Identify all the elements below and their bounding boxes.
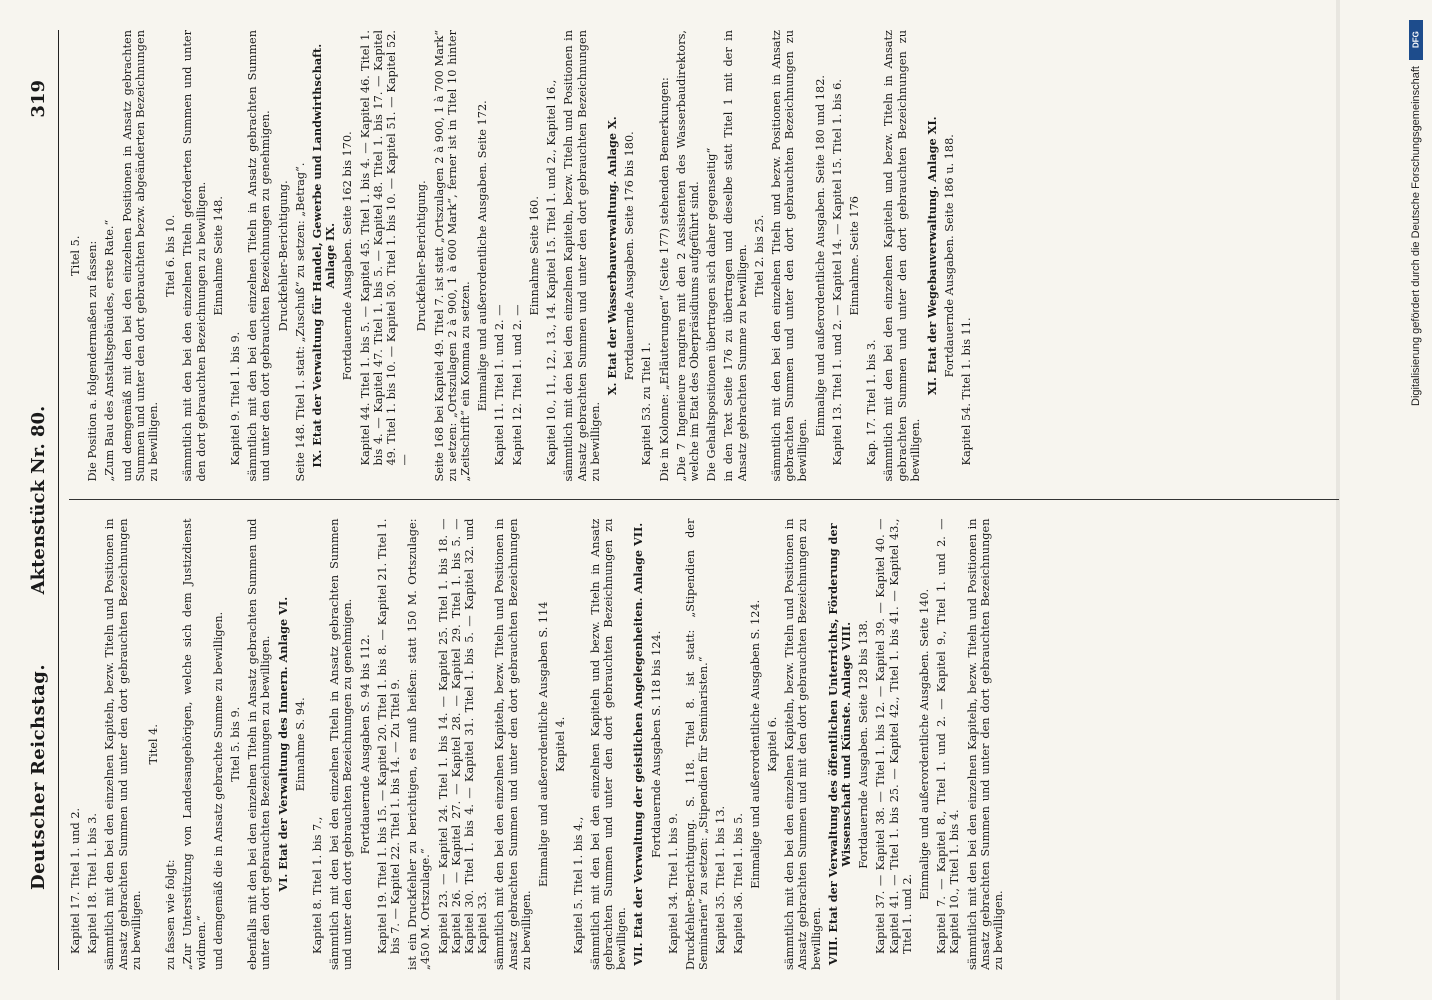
text-line: Seite 148. Titel 1. statt: „Zuschuß“ zu setzen: „Betrag“. [293, 162, 307, 482]
left-column [69, 519, 1339, 971]
text-line: Fortdauernde Ausgaben S. 118 bis 124. [649, 630, 663, 858]
text-line: Einmalige und außerordentliche Ausgaben. Seite 140. [917, 588, 931, 900]
columns [69, 30, 1339, 970]
text-line: IX. Etat der Verwaltung für Handel, Gewerbe und Landwirthschaft. Anlage IX. [310, 43, 338, 468]
text-line: Seite 168 bei Kapitel 49. Titel 7. ist statt „Ortszulagen 2 à 900, 1 à 700 Mark“ zu setzen: „Ortszulagen 2 à 900, 1 à 600 Mark“, ferner ist in Titel 10 hinter „Zeitschrift“ ein Komma zu setzen. [432, 30, 473, 482]
text-line: Titel 5. [69, 235, 82, 276]
text-line: Kapitel 17. Titel 1. und 2. [69, 807, 82, 954]
text-line: Druckfehler-Berichtigung. [415, 180, 429, 332]
text-line: Kapitel 4. [554, 716, 568, 772]
text-line: Einmalige und außerordentliche Ausgaben S. 124. [748, 599, 762, 889]
text-line: Kapitel 9. Titel 1. bis 9. [229, 331, 243, 466]
text-line: Kapitel 13. Titel 1. und 2. — Kapitel 14. — Kapitel 15. Titel 1. bis 6. [830, 79, 844, 466]
text-line: VIII. Etat der Verwaltung des öffentlichen Unterrichts, Förderung der Wissenschaft und Künste. Anlage VIII. [825, 523, 853, 966]
running-head [28, 30, 59, 970]
right-column [69, 30, 1339, 482]
text-line: „Zum Bau des Anstaltsgebäudes, erste Rate.“ [103, 219, 117, 482]
text-line: Fortdauernde Ausgaben. Seite 176 bis 180. [623, 131, 637, 381]
text-line: Kapitel 34. Titel 1. bis 9. [666, 813, 680, 954]
text-line: Fortdauernde Ausgaben. Seite 186 u. 188. [943, 134, 957, 378]
text-line: sämmtlich mit den bei den einzelnen Titeln geforderten Summen und unter den dort gebrauchten Bezeichnungen zu bewilligen. [181, 30, 208, 482]
text-line: Druckfehler-Berichtigung. S. 118. Titel 8. ist statt: „Stipendien der Seminarien“ zu setzen: „Stipendien für Seminaristen.“ [683, 518, 711, 970]
text-line: Einnahme. Seite 176 [847, 196, 861, 316]
text-line: Einnahme Seite 160. [527, 196, 541, 316]
text-line: VII. Etat der Verwaltung der geistlichen Angelegenheiten. Anlage VII. [631, 522, 646, 966]
text-line: Titel 6. bis 10. [164, 214, 178, 297]
text-line: Titel 4. [147, 724, 161, 765]
text-line: Titel 5. bis 9. [229, 706, 243, 782]
text-line: Kapitel 23. — Kapitel 24. Titel 1. bis 14. — Kapitel 25. Titel 1. bis 18. — Kapitel 26. — Kapitel 27. — Kapitel 28. — Kapitel 29. Titel 1. bis 5. — Kapitel 30. Titel 1. bis 4. — Kapitel 31. Titel 1. bis 5. — Kapitel 32. und Kapitel 33. [436, 518, 490, 954]
text-line: Die Gehaltspositionen übertragen sich daher gegenseitig“ [705, 147, 719, 482]
text-line: sämmtlich mit den bei den einzelnen Kapiteln, bezw. Titeln und Positionen in Ansatz gebrachten Summen und unter den dort gebrauchten Bezeichnungen zu bewilligen. [493, 518, 533, 970]
text-line: Einmalige und außerordentliche Ausgaben. Seite 180 und 182. [813, 75, 827, 437]
text-line: sämmtlich mit den bei den einzelnen Titeln in Ansatz gebrachten Summen und unter den dort gebrauchten Bezeichnungen zu genehmigen. [246, 30, 273, 482]
text-line: Fortdauernde Ausgaben. Seite 162 bis 170. [341, 131, 355, 381]
text-line: VI. Etat der Verwaltung des Innern. Anlage VI. [275, 596, 290, 892]
text-line: X. Etat der Wasserbauverwaltung. Anlage X. [604, 116, 619, 396]
text-line: zu fassen wie folgt: [164, 859, 178, 970]
header-center: Aktenstück Nr. 80. [28, 405, 49, 595]
text-line: Titel 2. bis 25. [752, 214, 766, 297]
dfg-logo: DFG [1409, 20, 1423, 60]
text-line: Kapitel 18. Titel 1. bis 3. [86, 813, 100, 954]
text-line: XI. Etat der Wegebauverwaltung. Anlage XI. [924, 116, 939, 396]
text-line: „Zur Unterstützung von Landesangehörigen, welche sich dem Justizdienst widmen.“ [181, 518, 208, 970]
header-left: Deutscher Reichstag. [28, 663, 49, 890]
text-line: Kapitel 37. — Kapitel 38. — Titel 1. bis 12. — Kapitel 39. — Kapitel 40. — Kapitel 41. — Titel 1. bis 25. — Kapitel 42., Titel 1. bis 41. — Kapitel 43., Titel 1. und 2. [874, 518, 914, 954]
text-line: sämmtlich mit den bei den einzelnen Kapiteln und bezw. Titeln in Ansatz gebrachten Summen und unter den dort gebrauchten Bezeichnungen zu bewilligen. [882, 30, 922, 482]
digitization-sidebar [1400, 20, 1432, 980]
text-line: Kap. 17. Titel 1. bis 3. [865, 339, 879, 466]
text-line: Einnahme S. 94. [293, 697, 307, 792]
text-line: Die in Kolonne: „Erläuterungen“ (Seite 177) stehenden Bemerkungen: [657, 77, 671, 482]
text-line: sämmtlich mit den bei den einzelnen Kapiteln, bezw. Titeln und Positionen in Ansatz gebrachten Summen und mit den dort gebrauchten Bezeichnungen zu bewilligen. [783, 518, 823, 970]
text-line: Kapitel 7. — Kapitel 8., Titel 1. und 2. — Kapitel 9., Titel 1. und 2. — Kapitel 10., Titel 1. bis 4. [935, 518, 962, 954]
text-line: ebenfalls mit den bei den einzelnen Titeln in Ansatz gebrachten Summen und unter den dort gebrauchten Bezeichnungen zu bewilligen. [246, 518, 273, 970]
text-line: sämmtlich mit den bei den einzelnen Kapiteln, bezw. Titeln und Positionen in Ansatz gebrachten Summen und unter den dort gebrauchten Bezeichnungen zu bewilligen. [562, 30, 602, 482]
text-line: sämmtlich mit den bei den einzelnen Titeln und bezw. Positionen in Ansatz gebrachten Summen und unter den dort gebrauchten Bezeichnungen zu bewilligen. [769, 30, 810, 482]
text-line: Druckfehler-Berichtigung. [276, 180, 290, 332]
text-line: Kapitel 11. Titel 1. und 2. — [493, 304, 507, 466]
text-line: und demgemäß die in Ansatz gebrachte Summe zu bewilligen. [211, 611, 225, 970]
text-line: Kapitel 8. Titel 1. bis 7., [311, 816, 325, 954]
text-line: Kapitel 54. Titel 1. bis 11. [960, 317, 974, 466]
text-line: Die Position a. folgendermaßen zu fassen: [86, 240, 100, 482]
text-line: Kapitel 19. Titel 1. bis 15. — Kapitel 20. Titel 1. bis 8. — Kapitel 21. Titel 1. bis 7. — Kapitel 22. Titel 1. bis 14. — Zu Titel 9. [375, 518, 403, 954]
text-line: Kapitel 5. Titel 1. bis 4., [571, 816, 585, 954]
text-line: Kapitel 35. Titel 1. bis 13. [714, 805, 728, 954]
text-line: Kapitel 53. zu Titel 1. [640, 342, 654, 466]
text-line: sämmtlich mit den bei den einzelnen Kapiteln, bezw. Titeln und Positionen in Ansatz gebrachten Summen und unter den dort gebrauchten Bezeichnungen zu bewilligen. [103, 518, 143, 970]
column-divider [69, 500, 1339, 501]
text-line: Kapitel 44. Titel 1. bis 5. — Kapitel 45. Titel 1. bis 4. — Kapitel 46. Titel 1. bis 4. — Kapitel 47. Titel 1. bis 5. — Kapitel 48. Titel 1. bis 17. — Kapitel 49. Titel 1. bis 10. — Kapitel 50. Titel 1. bis 10. — Kapitel 51. — Kapitel 52. — [358, 30, 412, 466]
text-line: in den Text Seite 176 zu übertragen und dieselbe statt Titel 1 mit der in Ansatz gebrachten Summe zu bewilligen. [722, 30, 749, 482]
text-line: Einnahme Seite 148. [211, 196, 225, 316]
text-line: Kapitel 10., 11., 12., 13., 14. Kapitel 15. Titel 1. und 2., Kapitel 16., [545, 79, 559, 466]
text-line: sämmtlich mit den bei den einzelnen Titeln in Ansatz gebrachten Summen und unter den dort gebrauchten Bezeichnungen zu genehmigen. [328, 518, 355, 970]
digitization-notice: Digitalisierung gefördert durch die Deutsche Forschungsgemeinschaft [1410, 66, 1422, 406]
text-line: „Die 7 Ingenieure rangiren mit den 2 Assistenten des Wasserbaudirektors, welche im Etat des Oberpräsidiums aufgeführt sind. [674, 30, 701, 482]
text-line: Fortdauernde Ausgaben S. 94 bis 112. [358, 634, 372, 855]
page-number: 319 [28, 80, 49, 118]
text-line: Kapitel 12. Titel 1. und 2. — [510, 304, 524, 466]
text-line: sämmtlich mit den bei den einzelnen Kapiteln und bezw. Titeln in Ansatz gebrachten Summen und unter den dort gebrauchten Bezeichnungen zu bewilligen. [588, 518, 629, 970]
text-line: Einmalige und außerordentliche Ausgaben S. 114 [537, 601, 551, 887]
text-line: Kapitel 6. [765, 716, 779, 772]
text-line: Einmalige und außerordentliche Ausgaben. Seite 172. [476, 100, 490, 412]
text-line: ist ein Druckfehler zu berichtigen, es muß heißen: statt 150 M. Ortszulage: „450 M. Ortszulage.“ [406, 518, 433, 970]
text-line: sämmtlich mit den bei den einzelnen Kapiteln, bezw. Titeln und Positionen in Ansatz gebrachten Summen und unter den dort gebrauchten Bezeichnungen zu bewilligen. [965, 518, 1005, 970]
text-line: und demgemäß mit den bei den einzelnen Positionen in Ansatz gebrachten Summen und unter den dort gebrauchten bezw. abgeänderten Bezeichnungen zu bewilligen. [120, 30, 161, 482]
text-line: Kapitel 36. Titel 1. bis 5. [731, 813, 745, 954]
text-line: Fortdauernde Ausgaben. Seite 128 bis 138. [857, 619, 871, 869]
